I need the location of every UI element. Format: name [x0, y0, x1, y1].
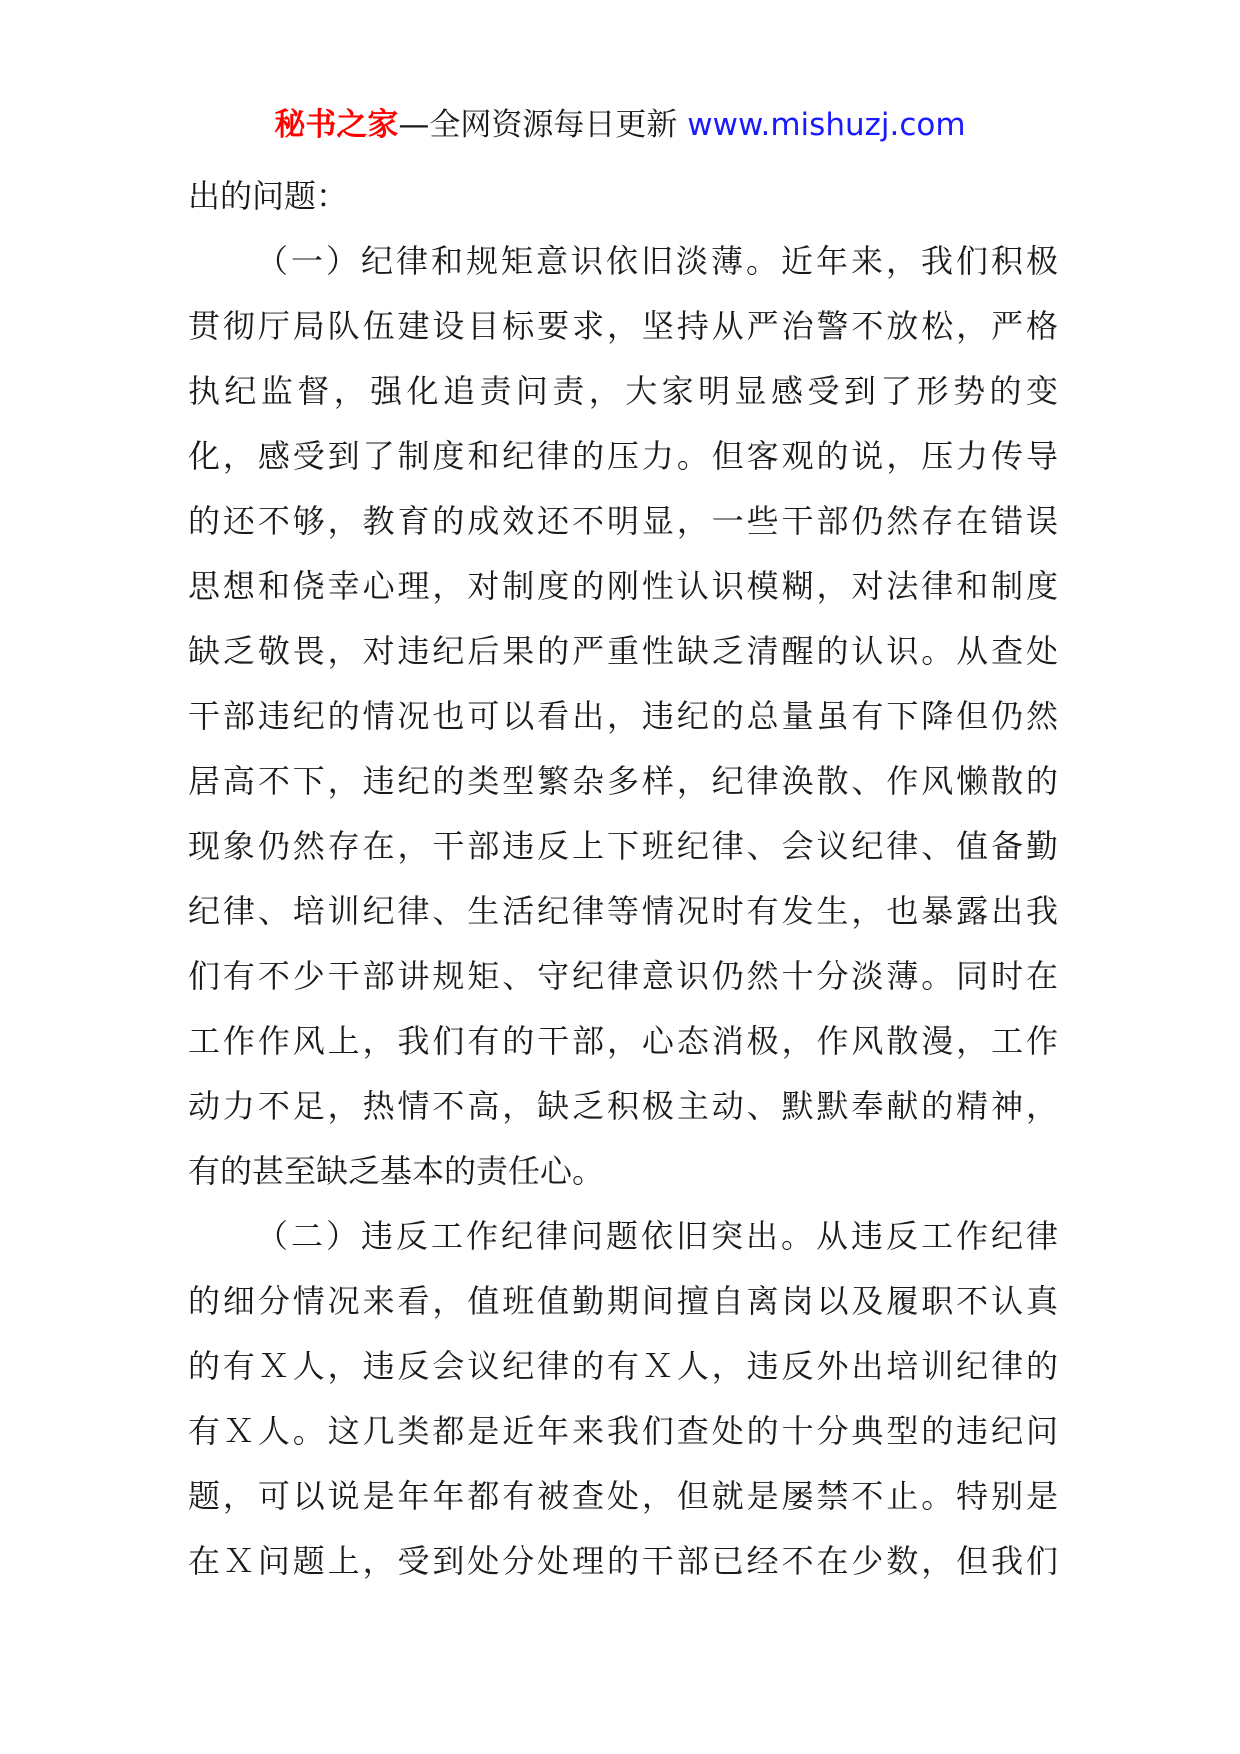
text-line: 的有Ｘ人，违反会议纪律的有Ｘ人，违反外出培训纪律的 [188, 1347, 1058, 1385]
text-line: 干部违纪的情况也可以看出，违纪的总量虽有下降但仍然 [188, 697, 1058, 735]
text-line: 居高不下，违纪的类型繁杂多样，纪律涣散、作风懒散的 [188, 762, 1058, 800]
text-line: （二）违反工作纪律问题依旧突出。从违反工作纪律 [256, 1217, 1058, 1255]
text-line: 纪律、培训纪律、生活纪律等情况时有发生，也暴露出我 [188, 892, 1058, 930]
text-line: 工作作风上，我们有的干部，心态消极，作风散漫，工作 [188, 1022, 1058, 1060]
text-line: 有的甚至缺乏基本的责任心。 [188, 1152, 605, 1190]
text-line: 化，感受到了制度和纪律的压力。但客观的说，压力传导 [188, 437, 1058, 475]
text-line: 缺乏敬畏，对违纪后果的严重性缺乏清醒的认识。从查处 [188, 632, 1058, 670]
text-line: 出的问题： [188, 177, 349, 215]
text-line: （一）纪律和规矩意识依旧淡薄。近年来，我们积极 [256, 242, 1058, 280]
text-line: 们有不少干部讲规矩、守纪律意识仍然十分淡薄。同时在 [188, 957, 1058, 995]
paragraph-section-2 [188, 1204, 1058, 1594]
brand-name: 秘书之家 [274, 107, 399, 143]
header-tagline: —全网资源每日更新 [398, 107, 688, 143]
text-line: 动力不足，热情不高，缺乏积极主动、默默奉献的精神， [188, 1087, 1058, 1125]
text-line: 有Ｘ人。这几类都是近年来我们查处的十分典型的违纪问 [188, 1412, 1058, 1450]
page-header [0, 100, 1240, 150]
text-line: 执纪监督，强化追责问责，大家明显感受到了形势的变 [188, 372, 1058, 410]
paragraph-intro [188, 164, 1058, 229]
text-line: 的还不够，教育的成效还不明显，一些干部仍然存在错误 [188, 502, 1058, 540]
text-line: 贯彻厅局队伍建设目标要求，坚持从严治警不放松，严格 [188, 307, 1058, 345]
text-line: 题，可以说是年年都有被查处，但就是屡禁不止。特别是 [188, 1477, 1058, 1515]
text-line: 在Ｘ问题上，受到处分处理的干部已经不在少数，但我们 [188, 1542, 1058, 1580]
site-url-link[interactable]: www.mishuzj.com [687, 107, 966, 143]
text-line: 的细分情况来看，值班值勤期间擅自离岗以及履职不认真 [188, 1282, 1058, 1320]
paragraph-section-1 [188, 229, 1058, 1204]
text-line: 思想和侥幸心理，对制度的刚性认识模糊，对法律和制度 [188, 567, 1058, 605]
text-line: 现象仍然存在，干部违反上下班纪律、会议纪律、值备勤 [188, 827, 1058, 865]
document-body [188, 164, 1058, 1594]
